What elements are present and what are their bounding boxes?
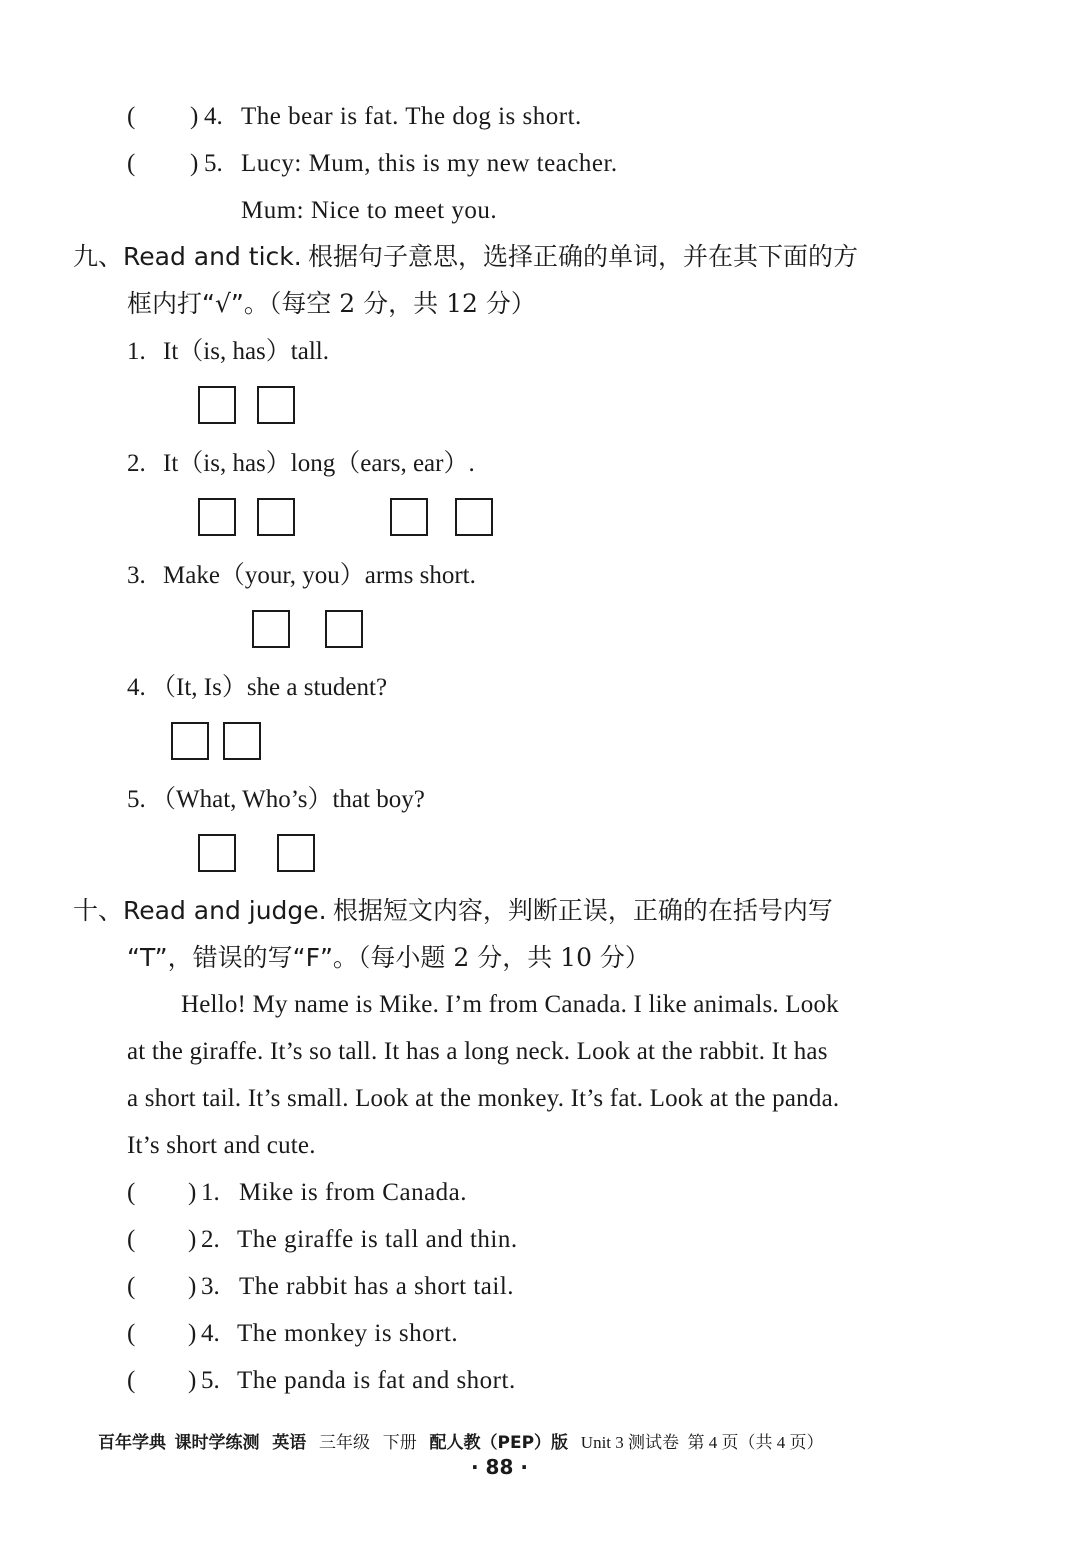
item-text: Make（your, you）arms short.	[163, 562, 476, 589]
tick-box[interactable]	[257, 498, 295, 536]
footer-unit: Unit 3 测试卷	[580, 1433, 680, 1452]
answer-paren-open: (	[127, 1179, 136, 1206]
item-number: 5.	[201, 1367, 220, 1394]
tick-box[interactable]	[390, 498, 428, 536]
item-number: 3.	[201, 1273, 220, 1300]
footer-series: 课时学练测	[174, 1433, 260, 1453]
item-number: 3.	[127, 562, 146, 589]
answer-paren-close: )	[188, 1179, 197, 1206]
answer-paren-close: )	[190, 103, 199, 130]
footer-subject: 英语	[272, 1433, 307, 1453]
answer-paren-close: )	[188, 1273, 197, 1300]
answer-paren-close: )	[190, 150, 199, 177]
item-text: The panda is fat and short.	[237, 1367, 516, 1394]
answer-paren-open: (	[127, 1320, 136, 1347]
tick-box[interactable]	[223, 722, 261, 760]
section-10-heading-line2	[127, 942, 650, 975]
tick-box[interactable]	[455, 498, 493, 536]
item-number: 5.	[127, 786, 146, 813]
passage-line: at the giraffe. It’s so tall. It has a long neck. Look at the rabbit. It has	[127, 1038, 828, 1065]
answer-paren-open: (	[127, 150, 136, 177]
tick-box[interactable]	[198, 386, 236, 424]
answer-paren-open: (	[127, 1273, 136, 1300]
tick-box[interactable]	[198, 498, 236, 536]
passage-line: a short tail. It’s small. Look at the monkey. It’s fat. Look at the panda.	[127, 1085, 840, 1112]
section-number: 九、	[73, 242, 124, 271]
item-number: 2.	[201, 1226, 220, 1253]
answer-paren-close: )	[188, 1226, 197, 1253]
item-number: 1.	[127, 338, 146, 365]
passage-line: It’s short and cute.	[127, 1132, 316, 1159]
item-text: （What, Who’s）that boy?	[151, 786, 425, 813]
section-points: （每空 2 分，共 12 分）	[268, 289, 536, 318]
item-text: Mike is from Canada.	[239, 1179, 468, 1206]
tick-box[interactable]	[171, 722, 209, 760]
tick-box[interactable]	[252, 610, 290, 648]
answer-paren-close: )	[188, 1320, 197, 1347]
page-footer	[98, 1432, 824, 1454]
section-points: （每小题 2 分，共 10 分）	[357, 943, 650, 972]
footer-grade: 三年级	[319, 1433, 370, 1452]
footer-volume: 下册	[382, 1433, 417, 1452]
section-title-en: Read and tick.	[123, 242, 302, 271]
item-number: 5.	[204, 150, 223, 177]
section-title-en: Read and judge.	[123, 896, 327, 925]
answer-paren-open: (	[127, 1367, 136, 1394]
section-title-zh: 根据句子意思，选择正确的单词，并在其下面的方	[307, 242, 858, 271]
item-text: The rabbit has a short tail.	[239, 1273, 515, 1300]
item-text: The monkey is short.	[237, 1320, 459, 1347]
section-10-heading	[73, 895, 833, 928]
tick-box[interactable]	[198, 834, 236, 872]
answer-paren-close: )	[188, 1367, 197, 1394]
item-number: 4.	[127, 674, 146, 701]
section-9-heading-line2	[127, 288, 536, 321]
page-number: · 88 ·	[471, 1455, 528, 1479]
item-text: The giraffe is tall and thin.	[237, 1226, 518, 1253]
footer-edition: 配人教（PEP）版	[429, 1433, 569, 1453]
passage-line: Hello! My name is Mike. I’m from Canada. I like animals. Look	[181, 991, 839, 1018]
tick-box[interactable]	[325, 610, 363, 648]
item-text: The bear is fat. The dog is short.	[241, 103, 582, 130]
section-title-zh: 根据短文内容，判断正误，正确的在括号内写	[332, 896, 833, 925]
item-text: It（is, has）long（ears, ear）.	[163, 450, 475, 477]
tick-box[interactable]	[257, 386, 295, 424]
item-text: （It, Is）she a student?	[151, 674, 388, 701]
tick-box[interactable]	[277, 834, 315, 872]
item-number: 1.	[201, 1179, 220, 1206]
item-text-continuation: Mum: Nice to meet you.	[241, 197, 498, 224]
section-9-heading	[73, 241, 858, 274]
footer-page-info: 第 4 页（共 4 页）	[687, 1433, 824, 1452]
section-title-zh-line2: “T”，错误的写“F”。	[127, 943, 358, 972]
section-title-zh-line2: 框内打“√”。	[127, 289, 269, 318]
item-text: Lucy: Mum, this is my new teacher.	[241, 150, 618, 177]
item-text: It（is, has）tall.	[163, 338, 329, 365]
item-number: 4.	[201, 1320, 220, 1347]
item-number: 2.	[127, 450, 146, 477]
answer-paren-open: (	[127, 103, 136, 130]
answer-paren-open: (	[127, 1226, 136, 1253]
item-number: 4.	[204, 103, 223, 130]
section-number: 十、	[73, 896, 124, 925]
footer-brand: 百年学典	[98, 1433, 166, 1453]
